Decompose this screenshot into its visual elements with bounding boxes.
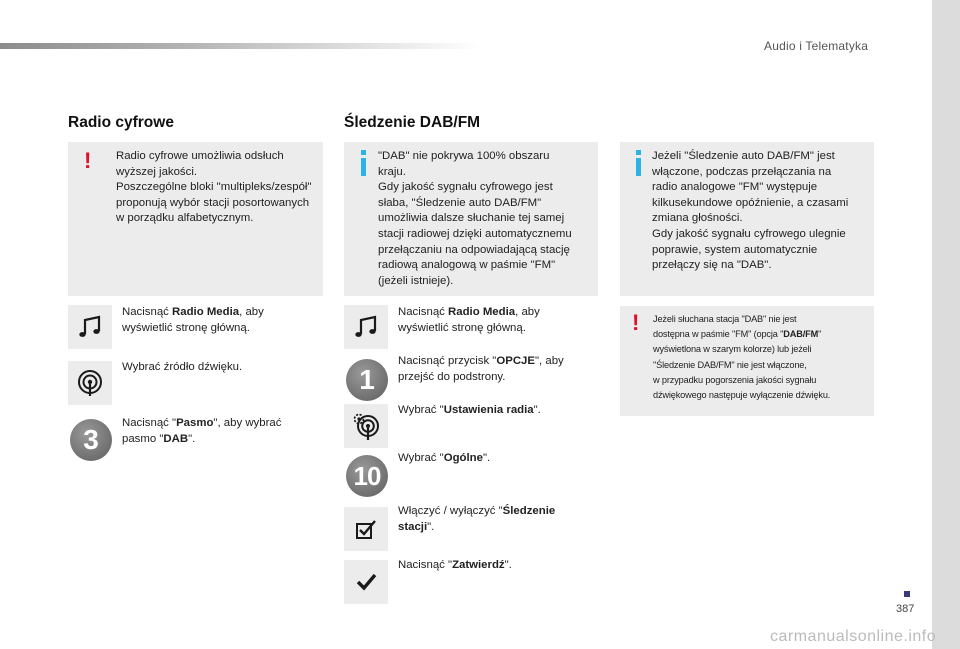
info-text-middle: "DAB" nie pokrywa 100% obszaru kraju. Gdy jakość sygnału cyfrowego jest słaba, "Śledzenie auto DAB/FM" umożliwia dalsze słuchanie tej samej stacji radiowej dzięki automatycznemu przełączaniu na odpowiadającą stację radiową analogową w paśmie "FM" (jeżeli istnieje).: [378, 150, 572, 287]
middle-step-1: Nacisnąć Radio Media, aby wyświetlić stronę główną.: [398, 306, 540, 334]
info-icon-2: [636, 158, 641, 176]
warning-text-left: Radio cyfrowe umożliwia odsłuch wyższej jakości. Poszczególne bloki "multipleks/zespół" proponują wybór stacji posortowanych w porządku alfabetycznym.: [116, 150, 312, 225]
warning-icon: !: [84, 148, 92, 173]
left-step-3: Nacisnąć "Pasmo", aby wybrać pasmo "DAB".: [122, 417, 282, 445]
warning-text-right: Jeżeli słuchana stacja "DAB" nie jest dostępna w paśmie "FM" (opcja "DAB/FM" wyświetlona w szarym kolorze) lub jeżeli "Śledzenie DAB/FM" nie jest włączone, w przypadku pogorszenia jakości sygnału dźwiękowego następuje wyłączenie dźwięku.: [653, 314, 831, 401]
warning-box-left: [68, 142, 323, 296]
step-badge-3: 3: [70, 419, 112, 461]
info-icon-dot-2: [636, 150, 641, 155]
radio-source-icon: [68, 361, 112, 405]
middle-step-4: Wybrać "Ogólne".: [398, 452, 491, 464]
step-badge-10: 10: [346, 455, 388, 497]
info-icon: [361, 158, 366, 176]
left-step-1: Nacisnąć Radio Media, aby wyświetlić stronę główną.: [122, 306, 264, 334]
music-note-icon: [68, 305, 112, 349]
left-step-2: Wybrać źródło dźwięku.: [122, 361, 243, 373]
info-text-right: Jeżeli "Śledzenie auto DAB/FM" jest włączone, podczas przełączania na radio analogowe "FM" występuje kilkusekundowe opóźnienie, a czasami zmiana głośności. Gdy jakość sygnału cyfrowego ulegnie poprawie, system automatycznie przełączy się na "DAB".: [652, 150, 849, 272]
page-number: 387: [896, 603, 915, 615]
left-title: Radio cyfrowe: [68, 114, 174, 131]
page-marker: [904, 591, 910, 597]
middle-step-2: Nacisnąć przycisk "OPCJE", aby przejść do podstrony.: [398, 355, 564, 383]
warning-box-right: [620, 306, 874, 416]
middle-step-5: Włączyć / wyłączyć "Śledzenie stacji".: [398, 505, 556, 533]
checkbox-icon: [344, 507, 388, 551]
info-icon-dot: [361, 150, 366, 155]
checkmark-icon: [344, 560, 388, 604]
header-gradient-bar: [0, 43, 480, 49]
middle-step-3: Wybrać "Ustawienia radia".: [398, 404, 541, 416]
settings-radio-icon: [344, 404, 388, 448]
music-note-icon-2: [344, 305, 388, 349]
info-box-right: [620, 142, 874, 296]
middle-title: Śledzenie DAB/FM: [344, 114, 481, 131]
info-box-middle: [344, 142, 598, 296]
middle-step-6: Nacisnąć "Zatwierdź".: [398, 559, 512, 571]
warning-icon-2: !: [632, 310, 640, 335]
side-strip: [932, 0, 960, 649]
section-title: Audio i Telematyka: [764, 39, 869, 53]
watermark: carmanualsonline.info: [770, 628, 937, 645]
step-badge-1: 1: [346, 359, 388, 401]
